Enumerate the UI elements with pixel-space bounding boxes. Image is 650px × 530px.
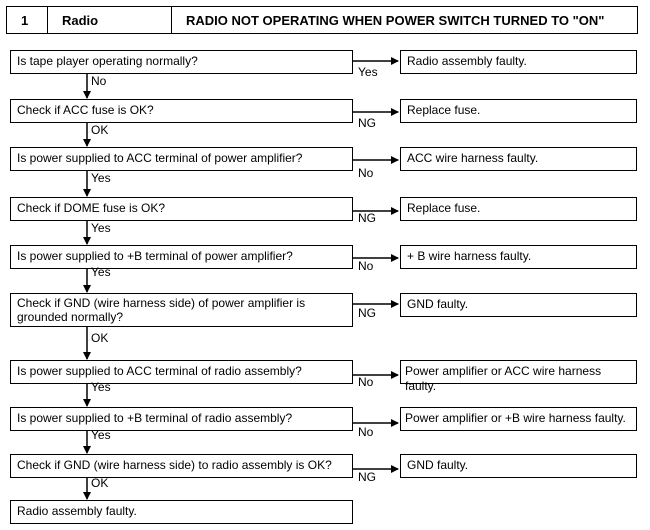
result-box-4 [400, 197, 637, 221]
header-number: 1 [21, 12, 29, 28]
question-box-5 [10, 245, 353, 269]
result-text-7: Power amplifier or ACC wire harness faulty. [405, 364, 602, 393]
next-label-8: Yes [91, 428, 111, 442]
branch-label-5: No [358, 259, 374, 273]
result-text-8: Power amplifier or +B wire harness faulty. [405, 411, 626, 425]
question-text-6-line-2: grounded normally? [17, 310, 124, 324]
next-label-9: OK [91, 476, 109, 490]
question-text-6-line-1: Check if GND (wire harness side) of power amplifier is [17, 296, 306, 310]
result-box-8 [400, 407, 637, 431]
next-label-5: Yes [91, 265, 111, 279]
question-box-3 [10, 147, 353, 171]
result-text-3: ACC wire harness faulty. [407, 151, 539, 165]
question-text-2: Check if ACC fuse is OK? [17, 103, 154, 117]
question-text-3: Is power supplied to ACC terminal of power amplifier? [17, 151, 303, 165]
question-text-4: Check if DOME fuse is OK? [17, 201, 166, 215]
result-box-9 [400, 454, 637, 478]
result-text-1: Radio assembly faulty. [407, 54, 527, 68]
branch-label-1: Yes [358, 65, 378, 79]
branch-label-7: No [358, 375, 374, 389]
question-text-7: Is power supplied to ACC terminal of radio assembly? [17, 364, 302, 378]
result-box-1 [400, 50, 637, 74]
question-box-7 [10, 360, 353, 384]
branch-label-8: No [358, 425, 374, 439]
question-box-8 [10, 407, 353, 431]
result-box-2 [400, 99, 637, 123]
question-text-9: Check if GND (wire harness side) to radio assembly is OK? [17, 458, 332, 472]
question-box-6 [10, 293, 353, 327]
question-box-9 [10, 454, 353, 478]
header-system: Radio [62, 12, 99, 28]
branch-label-4: NG [358, 211, 376, 225]
next-label-7: Yes [91, 380, 111, 394]
final-result-box [10, 500, 353, 524]
result-box-6 [400, 293, 637, 317]
question-text-5: Is power supplied to +B terminal of power amplifier? [17, 249, 293, 263]
question-text-8: Is power supplied to +B terminal of radio assembly? [17, 411, 293, 425]
branch-label-2: NG [358, 116, 376, 130]
result-text-9: GND faulty. [407, 458, 469, 472]
result-text-5: + B wire harness faulty. [407, 249, 532, 263]
question-box-1 [10, 50, 353, 74]
branch-label-3: No [358, 166, 374, 180]
next-label-6: OK [91, 331, 109, 345]
result-box-7 [400, 360, 637, 393]
header-title: RADIO NOT OPERATING WHEN POWER SWITCH TURNED TO "ON" [186, 12, 605, 28]
result-text-2: Replace fuse. [407, 103, 481, 117]
result-text-4: Replace fuse. [407, 201, 481, 215]
next-label-4: Yes [91, 221, 111, 235]
branch-label-6: NG [358, 306, 376, 320]
question-text-1: Is tape player operating normally? [17, 54, 198, 68]
result-box-3 [400, 147, 637, 171]
branch-label-9: NG [358, 470, 376, 484]
next-label-3: Yes [91, 171, 111, 185]
next-label-2: OK [91, 123, 109, 137]
result-box-5 [400, 245, 637, 269]
next-label-1: No [91, 74, 107, 88]
result-text-6: GND faulty. [407, 297, 469, 311]
question-box-2 [10, 99, 353, 123]
final-result-text: Radio assembly faulty. [17, 504, 137, 518]
question-box-4 [10, 197, 353, 221]
